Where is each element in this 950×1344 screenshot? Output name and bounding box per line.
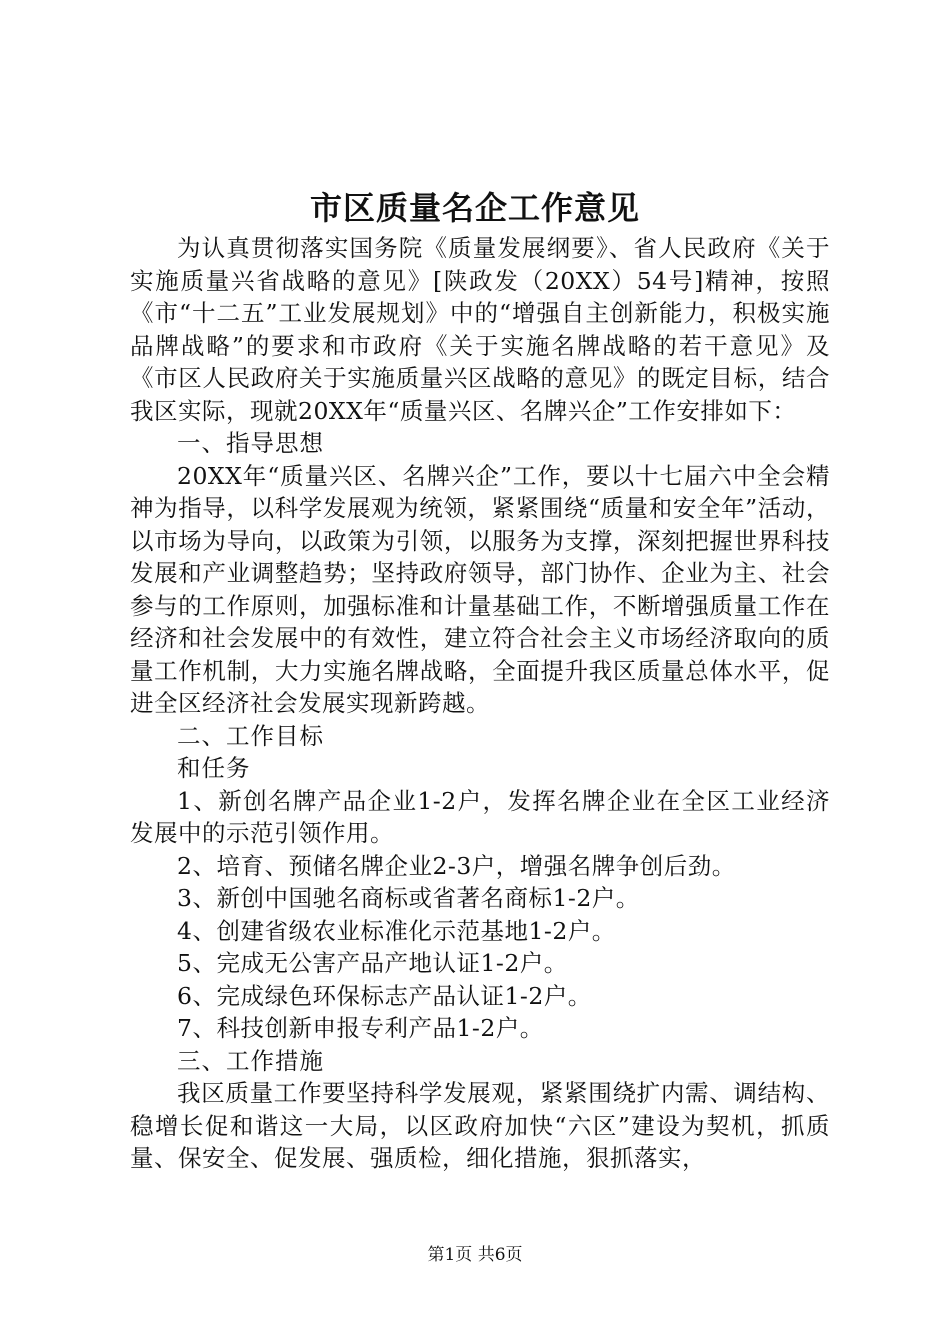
paragraph-measures: 我区质量工作要坚持科学发展观，紧紧围绕扩内需、调结构、稳增长促和谐这一大局，以区政府加快“六区”建设为契机，抓质量、保安全、促发展、强质检，细化措施，狠抓落实， [130,1079,830,1172]
page-footer: 第1页 共6页 [427,1245,523,1265]
task-item-6: 6、完成绿色环保标志产品认证1-2户。 [177,981,592,1010]
task-item-7: 7、科技创新申报专利产品1-2户。 [177,1014,544,1042]
section-heading-3: 三、工作措施 [177,1046,324,1075]
section-heading-2: 二、工作目标 [177,721,324,750]
task-item-5: 5、完成无公害产品产地认证1-2户。 [177,949,568,977]
task-item-4: 4、创建省级农业标准化示范基地1-2户。 [177,916,616,945]
section-heading-2-continued: 和任务 [177,754,251,782]
paragraph-intro: 为认真贯彻落实国务院《质量发展纲要》、省人民政府《关于实施质量兴省战略的意见》[陕政发（20XX）54号]精神，按照《市“十二五”工业发展规划》中的“增强自主创新能力，积极实施品牌战略”的要求和市政府《关于实施名牌战略的若干意见》及《市区人民政府关于实施质量兴区战略的意见》的既定目标，结合我区实际，现就20XX年“质量兴区、名牌兴企”工作安排如下： [130,234,830,425]
paragraph-guiding-thought: 20XX年“质量兴区、名牌兴企”工作，要以十七届六中全会精神为指导，以科学发展观为统领，紧紧围绕“质量和安全年”活动，以市场为导向，以政策为引领，以服务为支撑，深刻把握世界科技发展和产业调整趋势；坚持政府领导，部门协作、企业为主、社会参与的工作原则，加强标准和计量基础工作，不断增强质量工作在经济和社会发展中的有效性，建立符合社会主义市场经济取向的质量工作机制，大力实施名牌战略，全面提升我区质量总体水平，促进全区经济社会发展实现新跨越。 [130,461,830,717]
section-heading-1: 一、指导思想 [177,429,324,457]
document-body [130,232,830,1175]
page-title: 市区质量名企工作意见 [309,189,640,227]
task-item-1: 1、新创名牌产品企业1-2户，发挥名牌企业在全区工业经济发展中的示范引领作用。 [130,786,830,847]
task-item-3: 3、新创中国驰名商标或省著名商标1-2户。 [177,884,640,912]
task-item-2: 2、培育、预储名牌企业2-3户，增强名牌争创后劲。 [177,851,736,880]
